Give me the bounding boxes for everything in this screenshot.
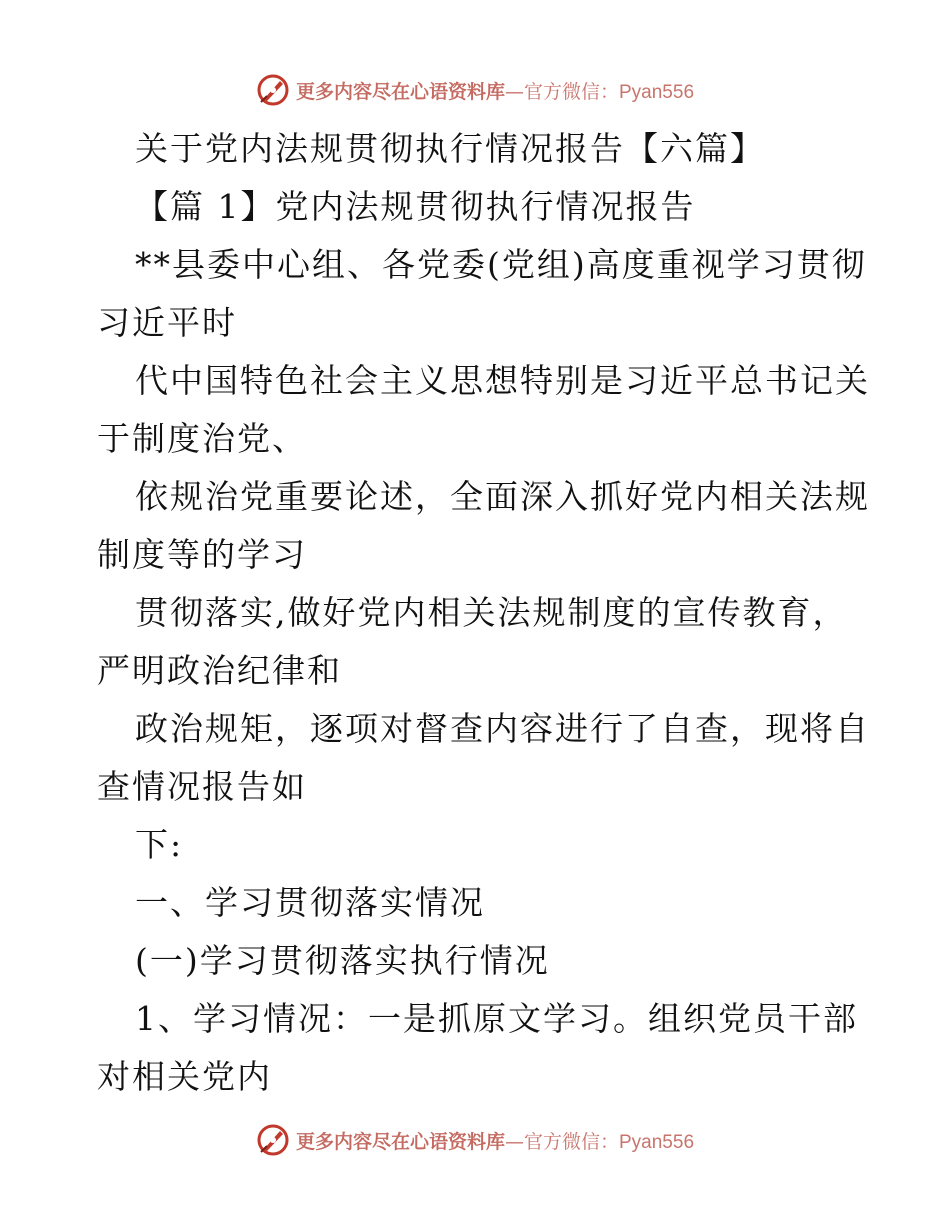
footer-banner	[0, 1120, 950, 1160]
quill-seal-icon	[256, 1123, 290, 1157]
footer-banner-text	[296, 1127, 694, 1154]
header-banner-text	[296, 77, 694, 104]
document-line: 1、学习情况：一是抓原文学习。组织党员干部	[135, 999, 858, 1038]
document-line: (一)学习贯彻落实执行情况	[135, 941, 550, 980]
header-official-label: 官方微信：	[523, 80, 619, 103]
header-brand-text: 更多内容尽在心语资料库	[295, 80, 505, 103]
document-line: 习近平时	[97, 303, 237, 342]
document-line: 查情况报告如	[97, 767, 307, 806]
footer-brand-text: 更多内容尽在心语资料库	[295, 1130, 505, 1153]
document-line: 下:	[135, 825, 184, 864]
header-wechat-handle: Pyan556	[619, 81, 695, 103]
footer-official-label: 官方微信：	[523, 1130, 619, 1153]
document-line: 关于党内法规贯彻执行情况报告【六篇】	[135, 129, 765, 168]
document-line: 政治规矩，逐项对督查内容进行了自查，现将自	[135, 709, 870, 748]
header-separator: —	[504, 80, 524, 103]
document-line: 【篇 1】党内法规贯彻执行情况报告	[135, 187, 696, 226]
document-line: **县委中心组、各党委(党组)高度重视学习贯彻	[135, 245, 867, 284]
footer-wechat-handle: Pyan556	[619, 1131, 695, 1153]
quill-seal-icon	[256, 73, 290, 107]
document-line: 对相关党内	[97, 1057, 272, 1096]
document-body	[97, 120, 870, 1106]
document-line: 一、学习贯彻落实情况	[135, 883, 485, 922]
document-line: 于制度治党、	[97, 419, 307, 458]
document-line: 代中国特色社会主义思想特别是习近平总书记关	[135, 361, 870, 400]
document-line: 制度等的学习	[97, 535, 307, 574]
footer-separator: —	[504, 1130, 524, 1153]
document-line: 严明政治纪律和	[97, 651, 342, 690]
document-line: 贯彻落实,做好党内相关法规制度的宣传教育，	[135, 593, 848, 632]
document-line: 依规治党重要论述，全面深入抓好党内相关法规	[135, 477, 870, 516]
header-banner	[0, 70, 950, 110]
